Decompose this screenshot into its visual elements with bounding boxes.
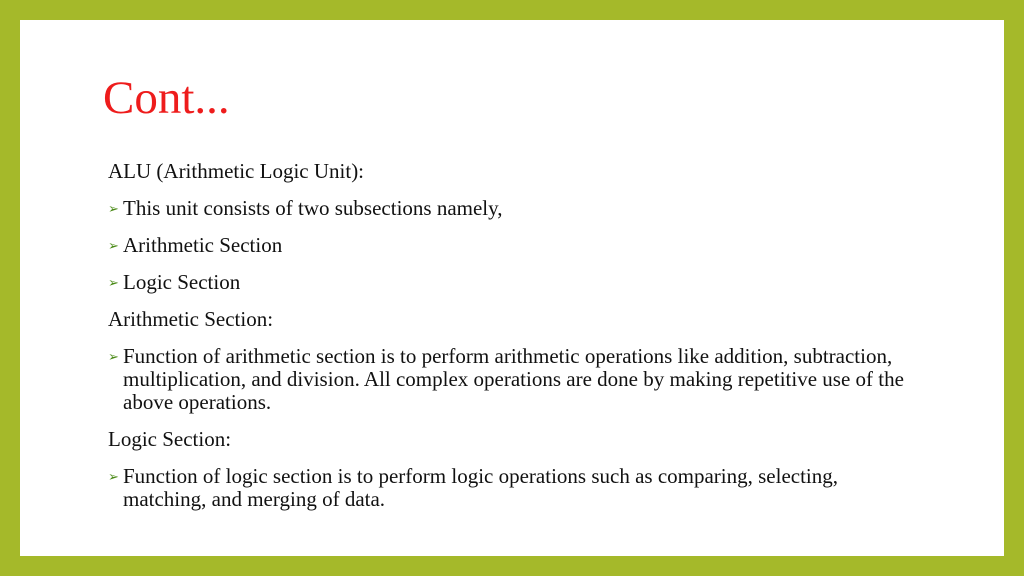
section-heading-alu: ALU (Arithmetic Logic Unit): [108, 159, 365, 183]
section-heading-arithmetic: Arithmetic Section: [108, 307, 274, 331]
bullet-text: Logic Section [123, 270, 241, 294]
section-heading-logic: Logic Section: [108, 427, 232, 451]
slide-title: Cont... [103, 72, 230, 124]
bullet-text: Arithmetic Section [123, 233, 283, 257]
slide-canvas [20, 20, 1004, 556]
slide-body [108, 160, 908, 525]
arrow-right-icon: ➢ [108, 202, 119, 217]
arrow-right-icon: ➢ [108, 350, 119, 365]
bullet-item [108, 271, 908, 294]
bullet-text: Function of arithmetic section is to perform arithmetic operations like addition, subtraction, multiplication, and division. All complex operations are done by making repetitive use of the above operations. [123, 344, 904, 414]
arrow-right-icon: ➢ [108, 276, 119, 291]
bullet-item [108, 465, 908, 511]
bullet-text: Function of logic section is to perform logic operations such as comparing, selecting, matching, and merging of data. [123, 464, 839, 511]
arrow-right-icon: ➢ [108, 470, 119, 485]
bullet-item [108, 197, 908, 220]
bullet-item [108, 234, 908, 257]
bullet-text: This unit consists of two subsections namely, [123, 196, 503, 220]
arrow-right-icon: ➢ [108, 239, 119, 254]
bullet-item [108, 345, 908, 414]
